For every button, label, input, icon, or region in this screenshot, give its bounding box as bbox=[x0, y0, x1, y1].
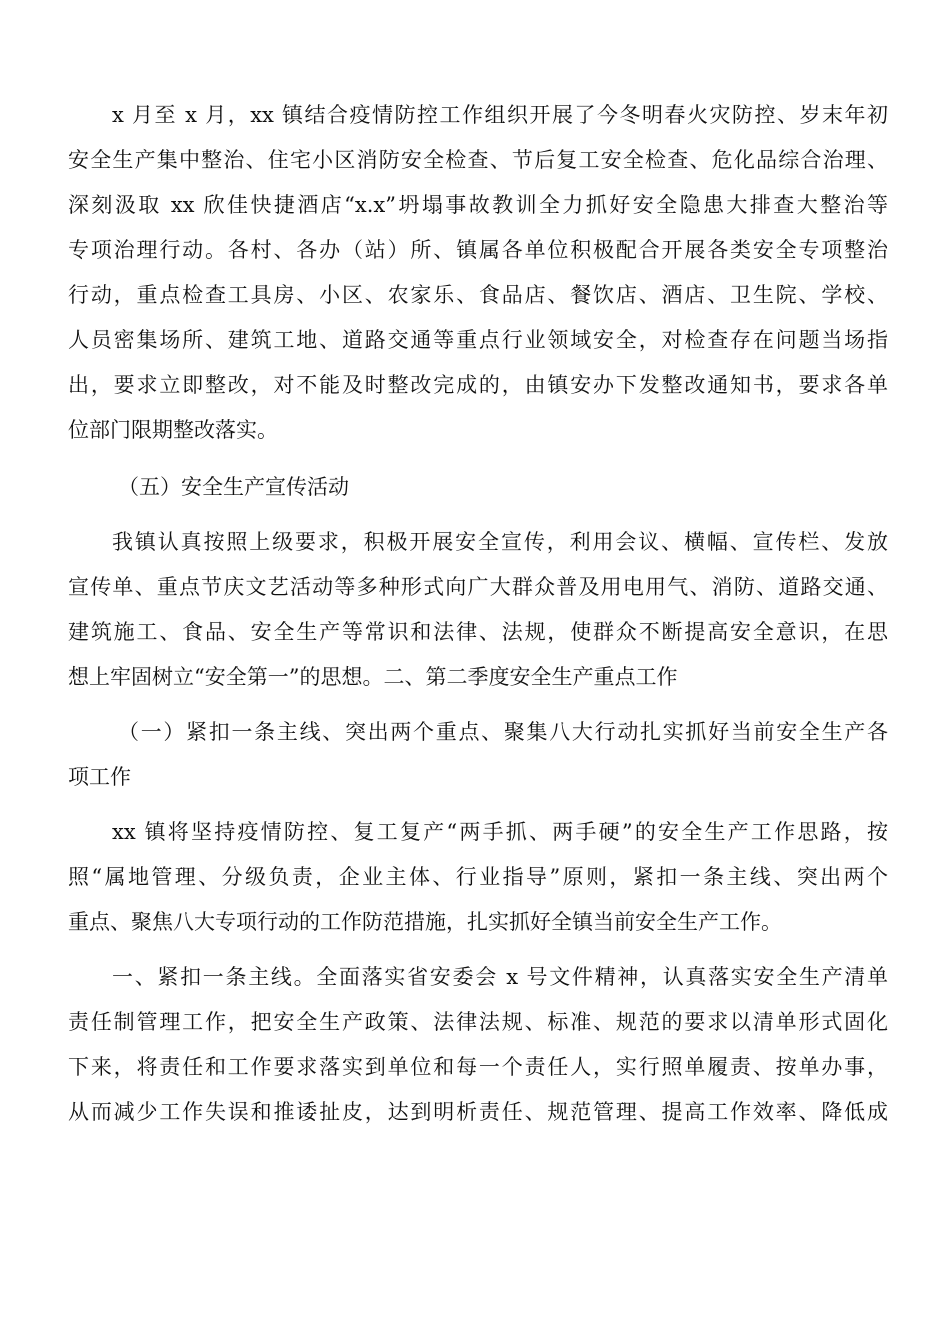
paragraph-work-approach bbox=[68, 810, 888, 945]
heading-text: （五）安全生产宣传活动 bbox=[118, 475, 349, 499]
text-line: 安全生产集中整治、住宅小区消防安全检查、节后复工安全检查、危化品综合治理、 bbox=[68, 148, 888, 172]
text-line: xx 镇将坚持疫情防控、复工复产“两手抓、两手硬”的安全生产工作思路，按 bbox=[112, 820, 888, 844]
document-page bbox=[68, 93, 888, 1135]
text-line: 建筑施工、食品、安全生产等常识和法律、法规，使群众不断提高安全意识，在思 bbox=[68, 620, 888, 644]
text-line: 出，要求立即整改，对不能及时整改完成的，由镇安办下发整改通知书，要求各单 bbox=[68, 373, 888, 397]
text-line: 责任制管理工作，把安全生产政策、法律法规、标准、规范的要求以清单形式固化 bbox=[68, 1010, 888, 1034]
text-line: 下来，将责任和工作要求落实到单位和每一个责任人，实行照单履责、按单办事， bbox=[68, 1055, 888, 1079]
text-line: 我镇认真按照上级要求，积极开展安全宣传，利用会议、横幅、宣传栏、发放 bbox=[112, 530, 888, 554]
section-heading-main-line bbox=[68, 710, 888, 800]
text-line: 想上牢固树立“安全第一”的思想。二、第二季度安全生产重点工作 bbox=[68, 665, 678, 689]
heading-text: 项工作 bbox=[68, 765, 131, 789]
text-line: 位部门限期整改落实。 bbox=[68, 418, 278, 442]
heading-text: （一）紧扣一条主线、突出两个重点、聚集八大行动扎实抓好当前安全生产各 bbox=[118, 720, 888, 744]
text-line: 行动，重点检查工具房、小区、农家乐、食品店、餐饮店、酒店、卫生院、学校、 bbox=[68, 283, 888, 307]
text-line: 从而减少工作失误和推诿扯皮，达到明析责任、规范管理、提高工作效率、降低成 bbox=[68, 1100, 888, 1124]
paragraph-main-line bbox=[68, 955, 888, 1135]
text-line: 照“属地管理、分级负责，企业主体、行业指导”原则，紧扣一条主线、突出两个 bbox=[68, 865, 888, 889]
paragraph-special-rectification bbox=[68, 93, 888, 453]
paragraph-publicity bbox=[68, 520, 888, 700]
text-line: 一、紧扣一条主线。全面落实省安委会 x 号文件精神，认真落实安全生产清单 bbox=[112, 965, 888, 989]
text-line: 专项治理行动。各村、各办（站）所、镇属各单位积极配合开展各类安全专项整治 bbox=[68, 238, 888, 262]
text-line: 人员密集场所、建筑工地、道路交通等重点行业领域安全，对检查存在问题当场指 bbox=[68, 328, 888, 352]
section-heading-publicity bbox=[68, 465, 888, 510]
text-line: 重点、聚焦八大专项行动的工作防范措施，扎实抓好全镇当前安全生产工作。 bbox=[68, 910, 782, 934]
text-line: 宣传单、重点节庆文艺活动等多种形式向广大群众普及用电用气、消防、道路交通、 bbox=[68, 575, 888, 599]
text-line: x 月至 x 月，xx 镇结合疫情防控工作组织开展了今冬明春火灾防控、岁末年初 bbox=[112, 103, 888, 127]
text-line: 深刻汲取 xx 欣佳快捷酒店“x.x”坍塌事故教训全力抓好安全隐患大排查大整治等 bbox=[68, 193, 888, 217]
